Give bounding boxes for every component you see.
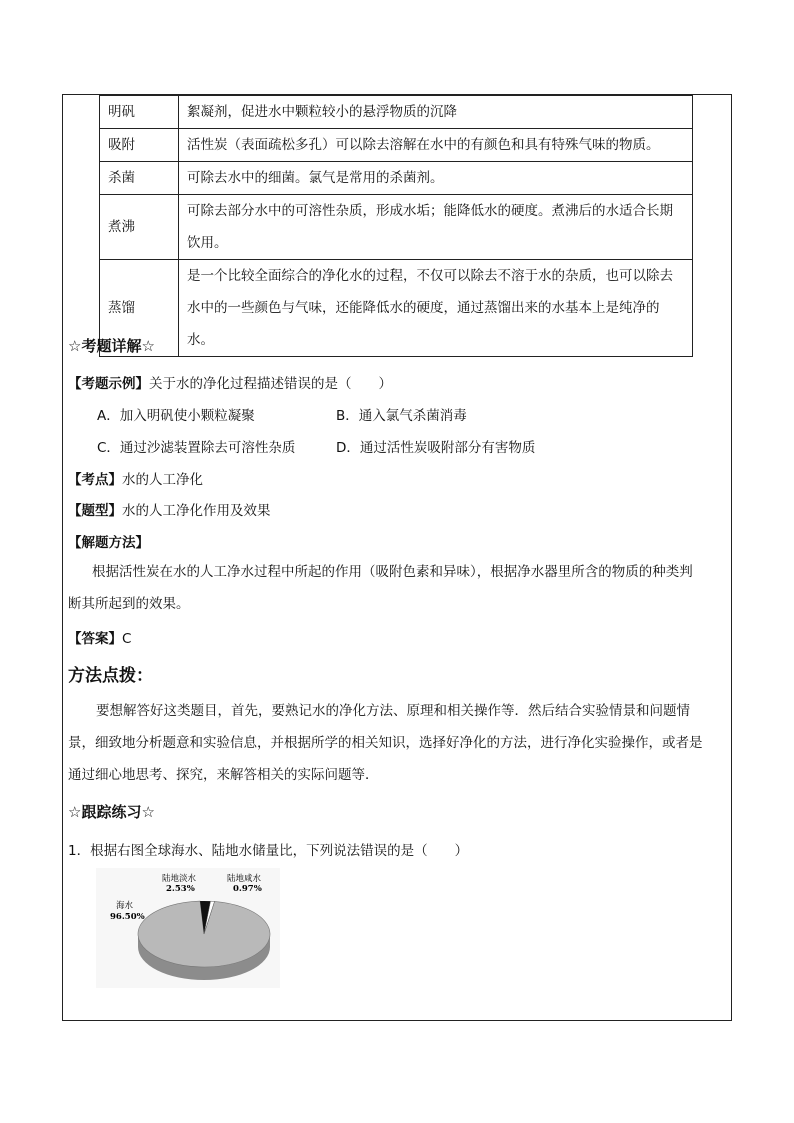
tips-line-1: 要想解答好这类题目，首先，要熟记水的净化方法、原理和相关操作等．然后结合实验情景和问题情 <box>96 703 690 719</box>
desc-cell: 是一个比较全面综合的净化水的过程，不仅可以除去不溶于水的杂质，也可以除去 水中的一些颜色与气味，还能降低水的硬度，通过蒸馏出来的水基本上是纯净的水。 <box>179 260 693 357</box>
section-heading-exam: ☆考题详解☆ <box>68 337 155 355</box>
option-b: B．通入氯气杀菌消毒 <box>336 408 467 424</box>
table-row <box>100 195 693 260</box>
desc-cell: 可除去水中的细菌。氯气是常用的杀菌剂。 <box>179 162 693 195</box>
desc-cell: 絮凝剂，促进水中颗粒较小的悬浮物质的沉降 <box>179 96 693 129</box>
term-cell: 蒸馏 <box>100 260 179 357</box>
term-cell: 明矾 <box>100 96 179 129</box>
desc-cell: 活性炭（表面疏松多孔）可以除去溶解在水中的有颜色和具有特殊气味的物质。 <box>179 129 693 162</box>
method-label: 【解题方法】 <box>68 535 149 551</box>
tips-line-2: 景，细致地分析题意和实验信息，并根据所学的相关知识，选择好净化的方法，进行净化实验操作，或者是 <box>68 735 703 751</box>
term-cell: 吸附 <box>100 129 179 162</box>
tixing: 【题型】水的人工净化作用及效果 <box>68 503 271 519</box>
label-fresh-name: 陆地淡水 <box>162 874 197 884</box>
table-row <box>100 260 693 357</box>
term-cell: 煮沸 <box>100 195 179 260</box>
question-1: 1．根据右图全球海水、陆地水储量比，下列说法错误的是（ ） <box>68 843 469 859</box>
table-row <box>100 129 693 162</box>
table-row <box>100 162 693 195</box>
purification-table <box>99 95 693 357</box>
desc-cell: 可除去部分水中的可溶性杂质，形成水垢；能降低水的硬度。煮沸后的水适合长期 饮用。 <box>179 195 693 260</box>
method-line-1: 根据活性炭在水的人工净水过程中所起的作用（吸附色素和异味），根据净水器里所含的物质的种类判 <box>92 564 693 580</box>
label-salt-value: 0.97% <box>233 884 262 894</box>
table-row <box>100 96 693 129</box>
option-d: D．通过活性炭吸附部分有害物质 <box>336 440 536 456</box>
label-fresh-value: 2.53% <box>166 884 195 894</box>
section-heading-practice: ☆跟踪练习☆ <box>68 803 155 821</box>
kaodian: 【考点】水的人工净化 <box>68 472 203 488</box>
water-pie-chart <box>96 868 280 988</box>
label-sea-value: 96.50% <box>110 912 145 922</box>
option-c: C．通过沙滤装置除去可溶性杂质 <box>97 440 296 456</box>
example-question: 【考题示例】关于水的净化过程描述错误的是（ ） <box>68 376 392 392</box>
answer: 【答案】C <box>68 631 132 647</box>
tips-line-3: 通过细心地思考、探究，来解答相关的实际问题等． <box>68 767 379 783</box>
label-sea-name: 海水 <box>116 901 134 911</box>
option-a: A．加入明矾使小颗粒凝聚 <box>97 408 255 424</box>
tips-title: 方法点拨： <box>68 666 153 686</box>
method-line-2: 断其所起到的效果。 <box>68 596 190 612</box>
label-salt-name: 陆地咸水 <box>227 874 262 884</box>
term-cell: 杀菌 <box>100 162 179 195</box>
